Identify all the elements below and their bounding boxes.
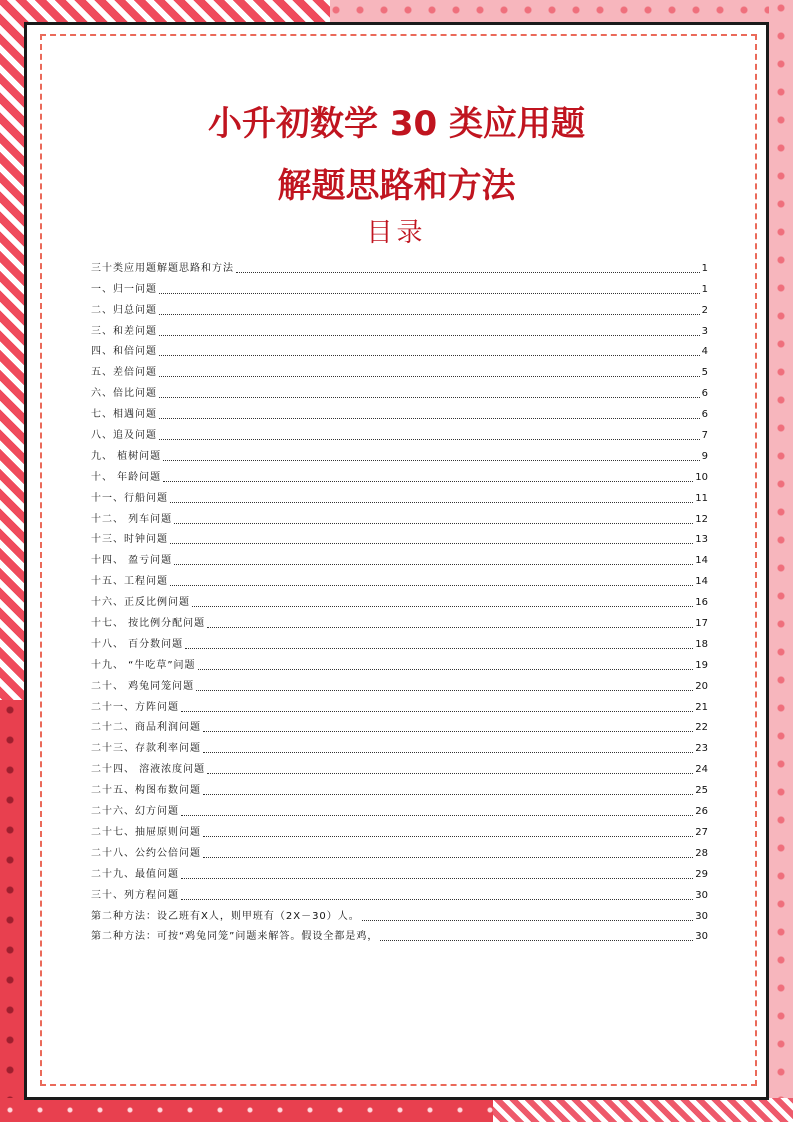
toc-entry-label: 二十七、抽屉原则问题 [91,826,201,838]
toc-entry[interactable] [91,734,708,755]
document-subtitle: 解题思路和方法 [277,166,516,206]
toc-entry[interactable] [91,400,708,421]
toc-entry-label: 二十一、方阵问题 [91,701,179,713]
toc-dot-leader [207,626,693,628]
toc-entry[interactable] [91,818,708,839]
toc-entry-label: 二十八、公约公倍问题 [91,847,201,859]
toc-entry[interactable] [91,860,708,881]
toc-dot-leader [192,605,693,607]
toc-entry[interactable] [91,839,708,860]
toc-entry-label: 十九、 “牛吃草”问题 [91,659,196,671]
toc-entry[interactable] [91,379,708,400]
toc-entry[interactable] [91,630,708,651]
toc-entry-page: 19 [695,659,708,671]
toc-entry-label: 七、相遇问题 [91,409,157,421]
toc-entry-page: 3 [701,325,708,337]
toc-entry-page: 18 [695,638,708,650]
toc-entry[interactable] [91,317,708,338]
toc-dot-leader [181,877,693,879]
toc-dot-leader [181,898,693,900]
toc-entry-label: 十五、工程问题 [91,576,168,588]
toc-dot-leader [170,542,693,544]
toc-entry-page: 13 [695,534,708,546]
toc-dot-leader [196,689,693,691]
toc-dot-leader [181,814,693,816]
toc-entry-label: 十八、 百分数问题 [91,638,184,650]
toc-entry-label: 二十六、幻方问题 [91,806,179,818]
toc-entry-label: 六、倍比问题 [91,388,157,400]
toc-entry-label: 十四、 盈亏问题 [91,555,173,567]
toc-entry-label: 十六、正反比例问题 [91,597,190,609]
toc-entry[interactable] [91,442,708,463]
toc-dot-leader [159,375,700,377]
toc-dot-leader [380,939,693,941]
toc-entry-label: 四、和倍问题 [91,346,157,358]
document-title: 小升初数学 30 类应用题 [208,104,585,144]
toc-entry[interactable] [91,254,708,275]
toc-entry-page: 5 [701,367,708,379]
toc-entry[interactable] [91,358,708,379]
toc-entry[interactable] [91,338,708,359]
toc-dot-leader [159,354,700,356]
toc-entry[interactable] [91,484,708,505]
toc-entry-page: 11 [695,492,708,504]
toc-entry[interactable] [91,902,708,923]
toc-heading: 目录 [366,218,427,248]
toc-dot-leader [198,668,694,670]
toc-entry-label: 八、追及问题 [91,430,157,442]
toc-entry-label: 二、归总问题 [91,304,157,316]
toc-entry-page: 17 [695,618,708,630]
toc-entry-page: 14 [695,555,708,567]
toc-entry[interactable] [91,776,708,797]
toc-entry-label: 二十三、存款利率问题 [91,743,201,755]
toc-entry-page: 6 [701,388,708,400]
toc-entry-page: 2 [701,304,708,316]
toc-entry-label: 一、归一问题 [91,283,157,295]
toc-entry[interactable] [91,421,708,442]
toc-dot-leader [203,793,693,795]
toc-entry-label: 十七、 按比例分配问题 [91,618,206,630]
toc-entry-label: 二十、 鸡兔同笼问题 [91,680,195,692]
toc-dot-leader [203,730,693,732]
toc-entry[interactable] [91,651,708,672]
toc-entry[interactable] [91,505,708,526]
toc-dot-leader [159,438,700,440]
toc-entry-page: 27 [695,826,708,838]
toc-entry-page: 26 [695,806,708,818]
toc-entry-page: 4 [701,346,708,358]
toc-entry-label: 三、和差问题 [91,325,157,337]
toc-entry-label: 十三、时钟问题 [91,534,168,546]
toc-entry-page: 10 [695,471,708,483]
toc-dot-leader [163,459,699,461]
toc-entry-page: 12 [695,513,708,525]
toc-dot-leader [163,480,693,482]
toc-entry-page: 1 [701,283,708,295]
toc-entry-page: 7 [701,430,708,442]
toc-entry-label: 十、 年龄问题 [91,471,162,483]
table-of-contents [91,254,708,943]
toc-entry-label: 十一、行船问题 [91,492,168,504]
toc-entry-label: 二十四、 溶液浓度问题 [91,764,206,776]
toc-entry-page: 28 [695,847,708,859]
toc-entry-page: 1 [701,262,708,274]
toc-entry-page: 6 [701,409,708,421]
striped-border-bottom-right [493,1098,793,1122]
toc-dot-leader [207,772,693,774]
toc-entry-page: 16 [695,597,708,609]
toc-dot-leader [170,584,693,586]
toc-entry-page: 23 [695,743,708,755]
toc-entry-label: 五、差倍问题 [91,367,157,379]
toc-entry[interactable] [91,463,708,484]
toc-entry[interactable] [91,755,708,776]
polka-dot-border-top [330,0,793,24]
toc-dot-leader [203,856,693,858]
toc-dot-leader [159,334,700,336]
toc-entry-label: 三十、列方程问题 [91,889,179,901]
toc-entry-page: 9 [701,450,708,462]
toc-dot-leader [174,563,693,565]
toc-entry-label: 二十九、最值问题 [91,868,179,880]
toc-entry-page: 30 [695,889,708,901]
toc-entry[interactable] [91,609,708,630]
toc-dot-leader [236,271,700,273]
toc-dot-leader [170,501,693,503]
toc-entry-label: 第二种方法：设乙班有X人，则甲班有（2X－30）人。 [91,910,360,922]
toc-entry-page: 22 [695,722,708,734]
toc-entry[interactable] [91,881,708,902]
toc-entry-page: 25 [695,785,708,797]
toc-dot-leader [159,396,700,398]
toc-dot-leader [203,751,693,753]
toc-entry-page: 14 [695,576,708,588]
toc-entry-label: 第二种方法：可按“鸡兔同笼”问题来解答。假设全都是鸡， [91,931,379,943]
toc-entry-page: 20 [695,680,708,692]
toc-entry[interactable] [91,714,708,735]
toc-dot-leader [174,522,693,524]
toc-entry-page: 30 [695,931,708,943]
toc-entry-label: 二十五、构图布数问题 [91,785,201,797]
toc-dot-leader [159,313,700,315]
toc-dot-leader [181,710,693,712]
toc-entry-page: 21 [695,701,708,713]
toc-entry[interactable] [91,296,708,317]
toc-entry-label: 三十类应用题解题思路和方法 [91,262,234,274]
toc-entry-page: 24 [695,764,708,776]
toc-dot-leader [362,919,693,921]
toc-entry-page: 30 [695,910,708,922]
toc-entry[interactable] [91,588,708,609]
toc-dot-leader [159,417,700,419]
toc-entry-label: 二十二、商品利润问题 [91,722,201,734]
toc-entry[interactable] [91,526,708,547]
toc-entry[interactable] [91,797,708,818]
toc-entry-page: 29 [695,868,708,880]
toc-entry[interactable] [91,567,708,588]
toc-entry-label: 九、 植树问题 [91,450,162,462]
toc-dot-leader [185,647,693,649]
polka-dot-border-left [0,700,24,1122]
toc-entry[interactable] [91,275,708,296]
toc-dot-leader [159,292,700,294]
toc-entry[interactable] [91,546,708,567]
toc-entry[interactable] [91,693,708,714]
toc-entry[interactable] [91,672,708,693]
toc-entry[interactable] [91,923,708,944]
toc-entry-label: 十二、 列车问题 [91,513,173,525]
toc-dot-leader [203,835,693,837]
